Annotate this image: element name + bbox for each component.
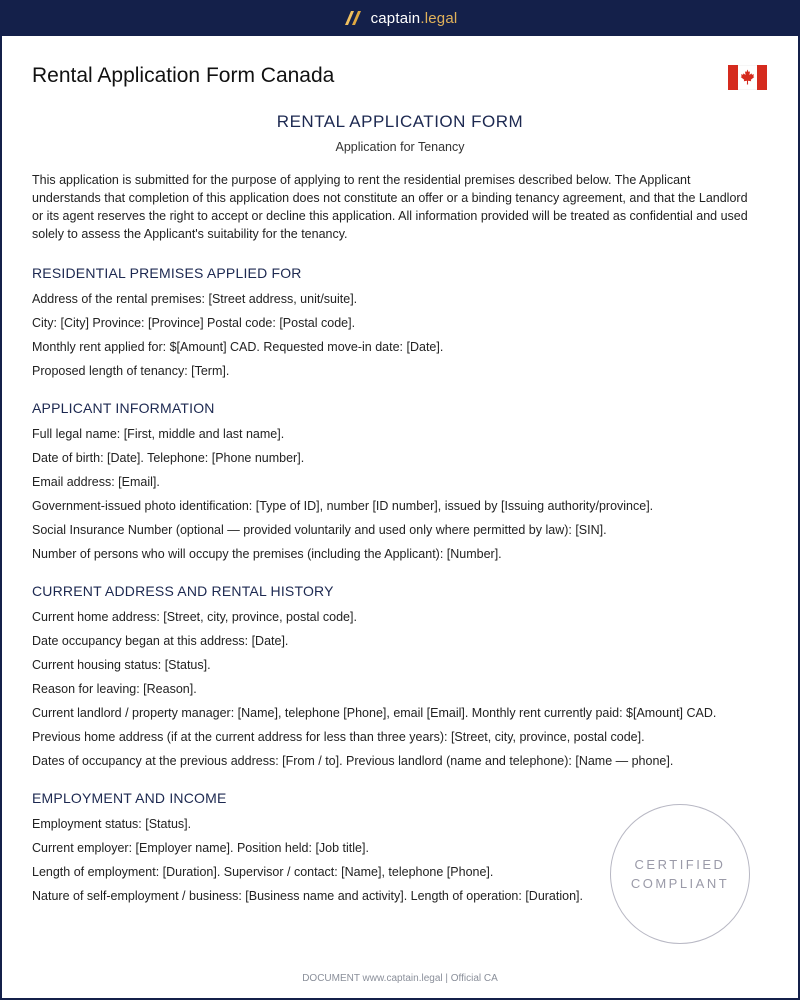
canada-flag-icon bbox=[728, 65, 767, 90]
brand[interactable] bbox=[343, 10, 458, 27]
stamp-line-2: COMPLIANT bbox=[630, 876, 730, 891]
field-line: Current home address: [Street, city, province, postal code]. bbox=[32, 610, 357, 624]
section-title: APPLICANT INFORMATION bbox=[32, 400, 215, 416]
section-title: EMPLOYMENT AND INCOME bbox=[32, 790, 227, 806]
field-line: Previous home address (if at the current address for less than three years): [Street, city, province, postal code]. bbox=[32, 730, 645, 744]
field-line: Date occupancy began at this address: [Date]. bbox=[32, 634, 289, 648]
field-line: Email address: [Email]. bbox=[32, 475, 160, 489]
brand-name: captain.legal bbox=[370, 9, 458, 27]
form-subheading: Application for Tenancy bbox=[335, 140, 465, 154]
section-title: CURRENT ADDRESS AND RENTAL HISTORY bbox=[32, 583, 334, 599]
field-line: Dates of occupancy at the previous address: [From / to]. Previous landlord (name and telephone): [Name — phone]. bbox=[32, 754, 674, 768]
field-line: Reason for leaving: [Reason]. bbox=[32, 682, 197, 696]
field-line: Number of persons who will occupy the premises (including the Applicant): [Number]. bbox=[32, 547, 502, 561]
field-line: Proposed length of tenancy: [Term]. bbox=[32, 364, 230, 378]
intro-paragraph: This application is submitted for the purpose of applying to rent the residential premises described below. The Applicant understands that completion of this application does not constitute an offer or a binding tenancy agreement, and that the Landlord or its agent reserves the right to accept or decline this application. All information provided will be treated as confidential and used solely to assess the Applicant's suitability for the tenancy. bbox=[32, 173, 748, 241]
document-title: Rental Application Form Canada bbox=[32, 64, 335, 87]
field-line: Current employer: [Employer name]. Position held: [Job title]. bbox=[32, 841, 369, 855]
captain-legal-logo-icon bbox=[343, 10, 363, 26]
section-title: RESIDENTIAL PREMISES APPLIED FOR bbox=[32, 265, 302, 281]
form-heading: RENTAL APPLICATION FORM bbox=[276, 112, 524, 131]
field-line: Date of birth: [Date]. Telephone: [Phone number]. bbox=[32, 451, 305, 465]
top-bar bbox=[0, 0, 800, 36]
field-line: Monthly rent applied for: $[Amount] CAD. Requested move-in date: [Date]. bbox=[32, 340, 444, 354]
section-residential-premises bbox=[32, 265, 754, 380]
field-line: Current housing status: [Status]. bbox=[32, 658, 211, 672]
section-applicant-information bbox=[32, 400, 754, 563]
field-line: Current landlord / property manager: [Name], telephone [Phone], email [Email]. Monthly rent currently paid: $[Amount] CAD. bbox=[32, 706, 717, 720]
page-footer: DOCUMENT www.captain.legal | Official CA bbox=[302, 973, 498, 984]
field-line: Government-issued photo identification: [Type of ID], number [ID number], issued by [Issuing authority/province]. bbox=[32, 499, 654, 513]
field-line: Social Insurance Number (optional — provided voluntarily and used only where permitted by law): [SIN]. bbox=[32, 523, 607, 537]
field-line: Employment status: [Status]. bbox=[32, 817, 192, 831]
field-line: Address of the rental premises: [Street address, unit/suite]. bbox=[32, 292, 358, 306]
field-line: Full legal name: [First, middle and last name]. bbox=[32, 427, 285, 441]
certified-compliant-stamp bbox=[610, 804, 750, 944]
stamp-line-1: CERTIFIED bbox=[634, 857, 726, 872]
section-rental-history bbox=[32, 583, 754, 770]
field-line: City: [City] Province: [Province] Postal code: [Postal code]. bbox=[32, 316, 356, 330]
field-line: Nature of self-employment / business: [Business name and activity]. Length of operation: [Duration]. bbox=[32, 889, 583, 903]
field-line: Length of employment: [Duration]. Supervisor / contact: [Name], telephone [Phone]. bbox=[32, 865, 494, 879]
